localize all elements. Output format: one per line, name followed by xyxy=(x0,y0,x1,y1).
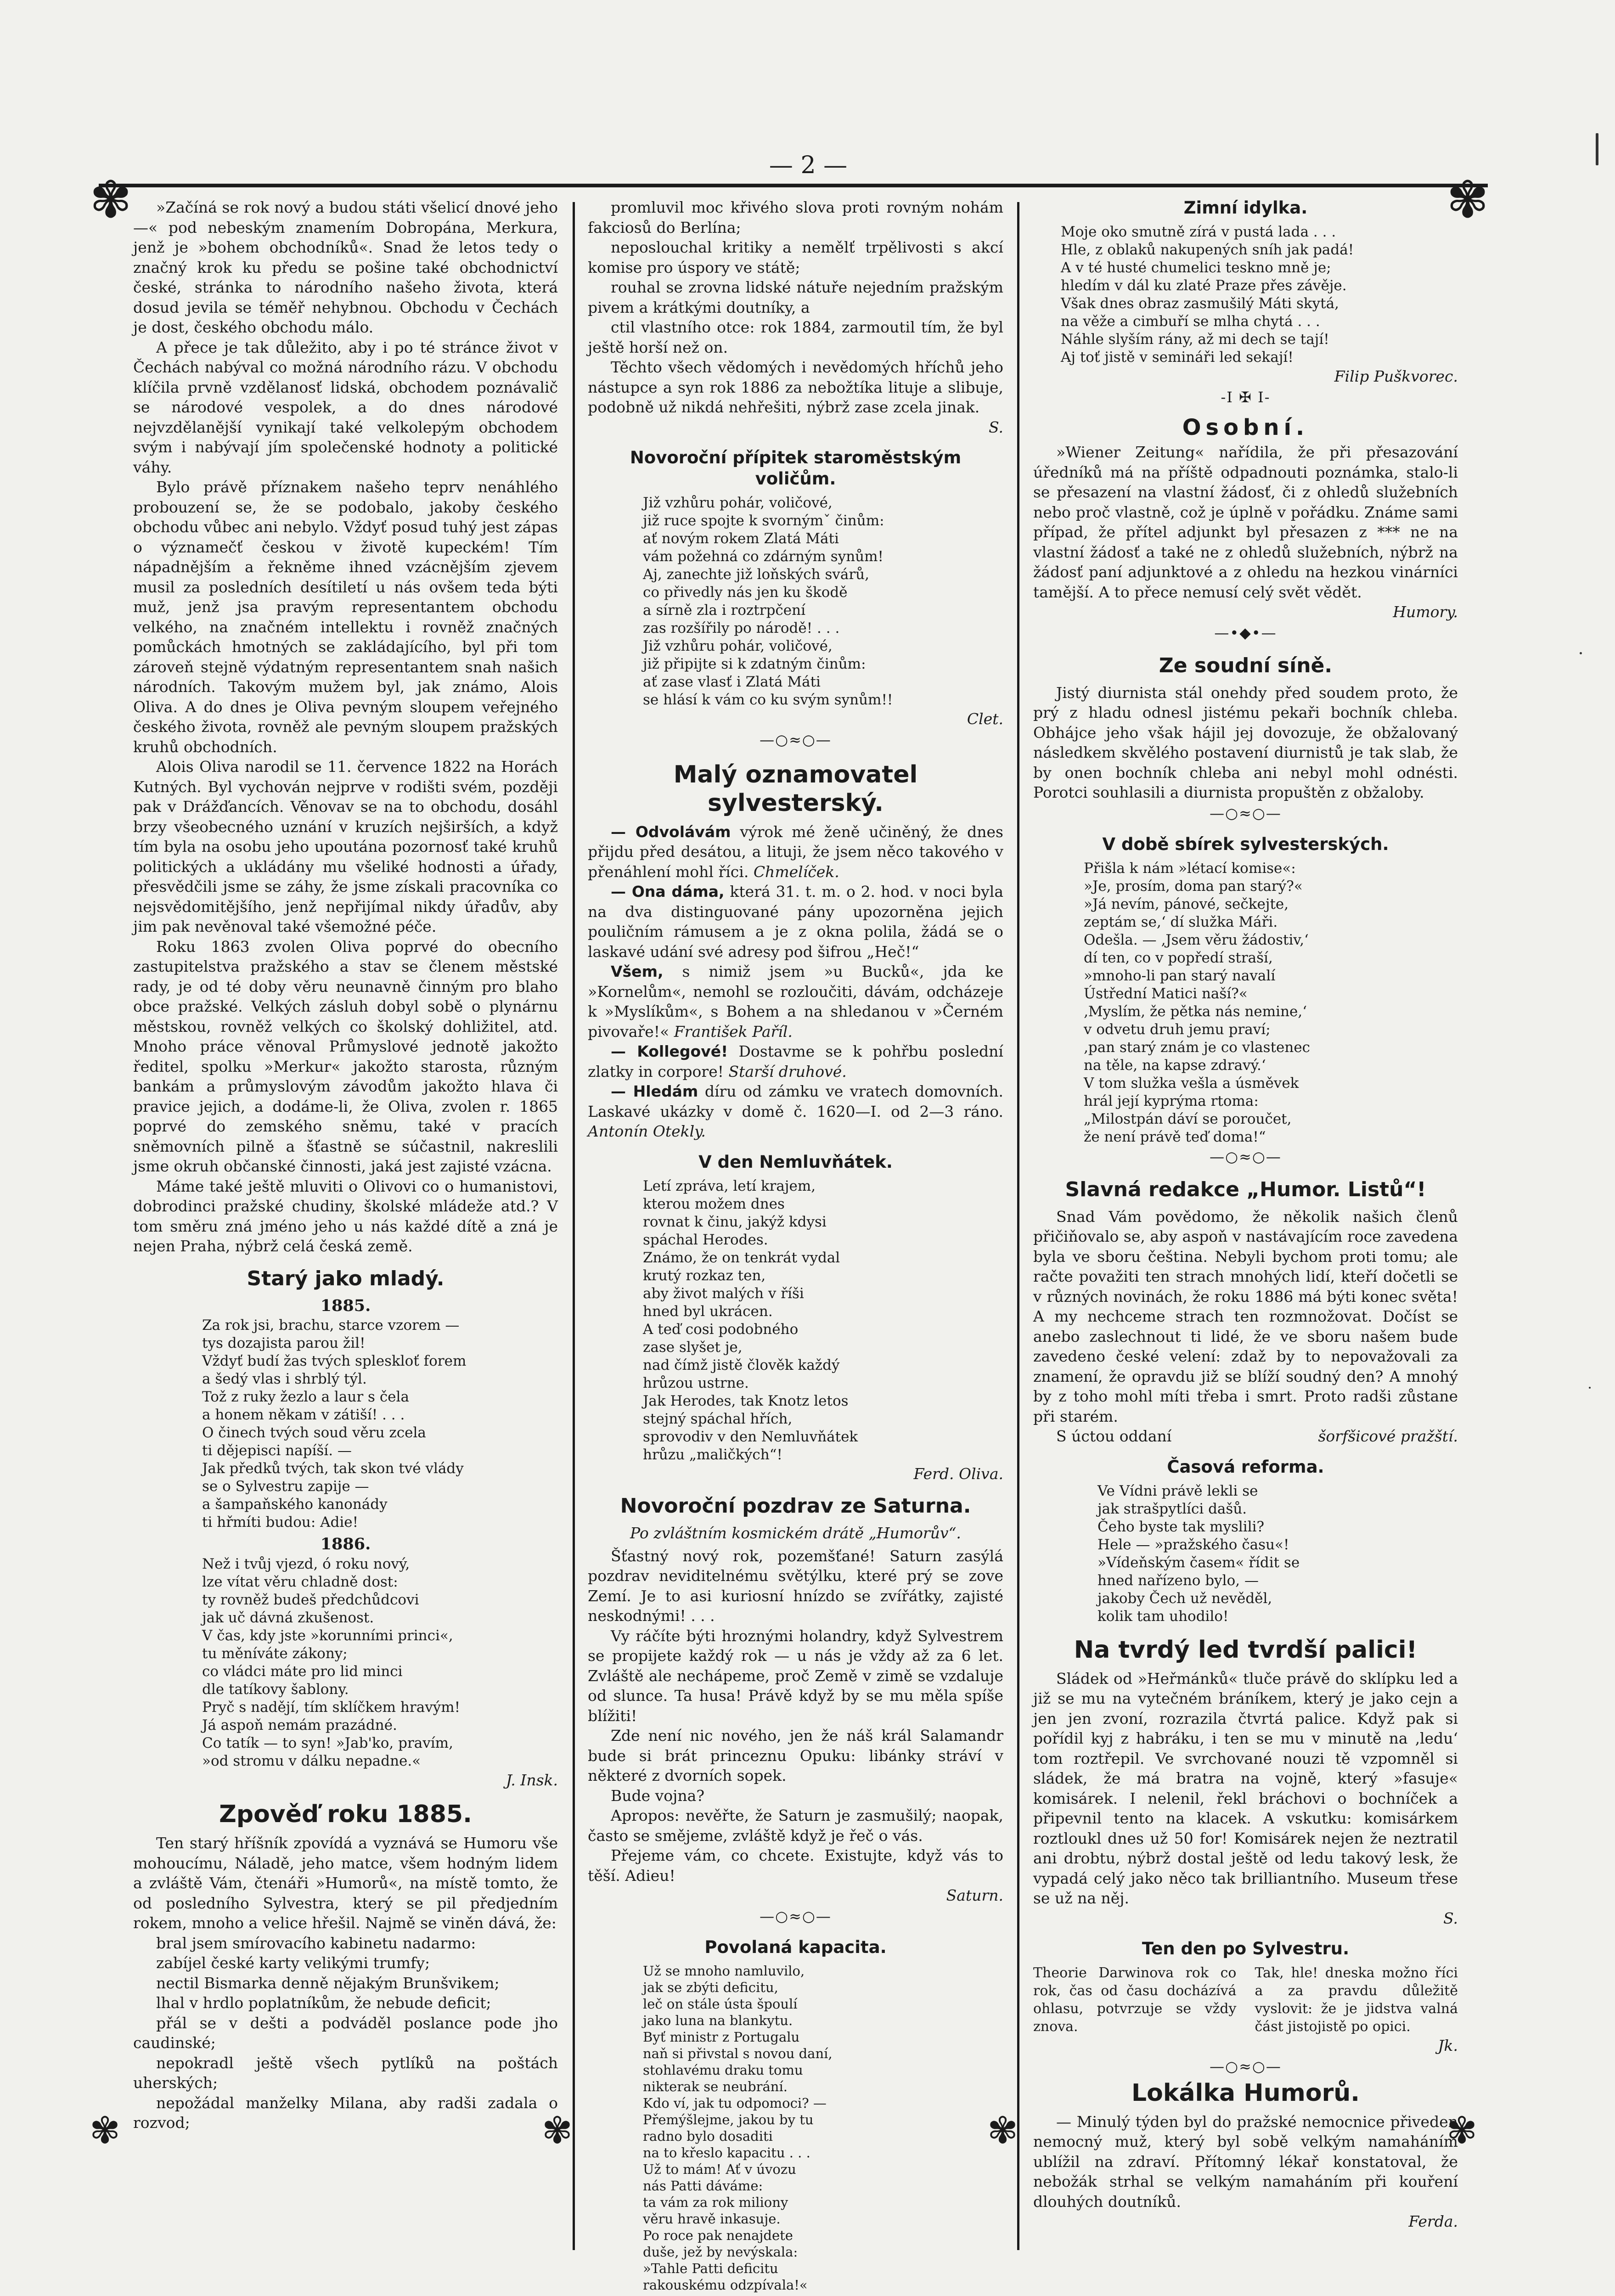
poem-line: A v té husté chumelici teskno mně je; xyxy=(1061,259,1331,276)
poem-line: radno bylo dosaditi xyxy=(643,2128,773,2144)
poem-line: »Já nevím, pánové, sečkejte, xyxy=(1084,895,1289,912)
poem-stanza xyxy=(133,1317,558,1531)
poem-line: ať zase vlasť i Zlatá Máti xyxy=(643,674,821,690)
header-rule xyxy=(99,184,1488,187)
signature: Filip Puškvorec. xyxy=(1334,367,1458,385)
poem-line: Už se mnoho namluvilo, xyxy=(643,1963,805,1979)
poem-line: Moje oko smutně zírá v pustá lada . . . xyxy=(1061,224,1336,240)
poem-line: věru hravě inkasuje. xyxy=(643,2211,781,2227)
poem-line: co přivedly nás jen ku škodě xyxy=(643,584,848,601)
poem-line: Hle, z oblaků nakupených sníh jak padá! xyxy=(1061,242,1354,258)
poem-line: a šampaňského kanonády xyxy=(202,1496,388,1513)
poem-line: jak strašpytlíci dašů. xyxy=(1097,1500,1247,1517)
corner-ornament-left: ✾ xyxy=(90,170,132,229)
paragraph: — Minulý týden byl do pražské nemocnice přiveden nemocný muž, který byl sobě velkým namaháním ublížil na zdraví. Přítomný lékař konstatoval, že nebožák strhal se velkým namaháním při kouření dlouhých doutníků. xyxy=(1033,2112,1458,2211)
poem-line: Po roce pak nenajdete xyxy=(643,2227,793,2243)
poem-line: duše, jež by nevýskala: xyxy=(643,2244,798,2260)
poem-line: aby život malých v říši xyxy=(643,1285,804,1302)
separator-ornament: —○≈○— xyxy=(1210,1148,1282,1165)
separator-ornament: —○≈○— xyxy=(760,1907,832,1925)
poem-line: Známo, že on tenkrát vydal xyxy=(643,1249,840,1266)
column-rule-1 xyxy=(573,202,575,2250)
poem-line: Vždyť budí žas tvých spleskloť forem xyxy=(202,1353,467,1369)
paragraph: přál se v dešti a podváděl poslance pode jho caudinské; xyxy=(133,2014,558,2052)
poem-line: jakoby Čech už nevěděl, xyxy=(1097,1590,1272,1607)
article-title: Slavná redakce „Humor. Listů“! xyxy=(1065,1177,1426,1201)
paragraph: Snad Vám povědomo, že několik našich členů přičiňovalo se, aby aspoň v nastávajícím roce zavedena byla ve sboru čeština. Nebyli bychom proti tomu; ale račte považiti ten strach mnohých lidí, kteří dočetli se v různých novinách, že roku 1886 má býti konec světa! A my nechceme strach ten rozmnožovat. Dočíst se anebo zaslechnout ti lidé, že ve sboru našem bude zavedeno české velení: zdaž by to nepovažovali za znamení, že opravdu již se blíží soudný den? A mnohý by z toho mohl míti třeba i smrt. Proto radši zůstane při starém. xyxy=(1033,1207,1458,1425)
separator-ornament: -I ✠ I- xyxy=(1221,388,1271,406)
poem xyxy=(588,494,1003,709)
signature: S. xyxy=(1443,1909,1458,1927)
poem-line: Letí zpráva, letí krajem, xyxy=(643,1177,816,1194)
poem-line: stejný spáchal hřích, xyxy=(643,1410,793,1427)
poem-line: Než i tvůj vjezd, ó roku nový, xyxy=(202,1555,410,1572)
poem-line: rakouskému odzpívala!« xyxy=(643,2277,808,2293)
poem-line: »Tahle Patti deficitu xyxy=(643,2260,778,2276)
poem-line: Pryč s nadějí, tím sklíčkem hravým! xyxy=(202,1699,461,1716)
poem-line: hrůzou ustrne. xyxy=(643,1374,749,1391)
poem-line: »mnoho-li pan starý navalí xyxy=(1084,967,1276,984)
poem-line: rovnat k činu, jakýž kdysi xyxy=(643,1213,827,1230)
article-subtitle: Po zvláštním kosmickém drátě „Humorův“. xyxy=(630,1524,961,1542)
poem-line: dí ten, co v popředí straší, xyxy=(1084,949,1273,966)
ad-text: výrok mé ženě učiněný, že dnes přijdu před desátou, a lituji, že jsem něco takového v přenáhlení mohl říci. xyxy=(588,822,1003,881)
paragraph: Apropos: nevěřte, že Saturn je zasmušilý; naopak, často se smějeme, zvláště když je řeč o vás. xyxy=(588,1806,1003,1845)
poem-line: krutý rozkaz ten, xyxy=(643,1267,766,1284)
article-title: Novoroční pozdrav ze Saturna. xyxy=(620,1494,971,1518)
scan-mark xyxy=(1596,133,1598,165)
poem xyxy=(1033,223,1458,366)
poem-line: ty rovněž budeš předchůdcovi xyxy=(202,1591,419,1608)
poem-line: „Milostpán dáví se poroučet, xyxy=(1084,1110,1292,1127)
poem-line: Přemýšlejme, jakou by tu xyxy=(643,2111,814,2127)
signature: J. Insk. xyxy=(506,1771,558,1789)
separator-ornament: —○≈○— xyxy=(1210,804,1282,822)
poem-line: ‚pan starý znám je co vlastenec xyxy=(1084,1039,1311,1056)
ad-lead: — Odvolávám xyxy=(611,822,731,841)
poem-line: zase slyšet je, xyxy=(643,1339,743,1356)
poem-line: kterou možem dnes xyxy=(643,1195,785,1212)
paragraph: Bude vojna? xyxy=(611,1786,705,1805)
poem-line: Hele — »pražského času«! xyxy=(1097,1536,1289,1553)
poem-line: zas rozšířily po národě! . . . xyxy=(643,620,840,636)
separator-ornament: —○≈○— xyxy=(760,731,832,748)
bottom-ornament-right: ✾ xyxy=(1446,2109,1478,2152)
signature: Saturn. xyxy=(946,1886,1003,1904)
ad-lead: Všem, xyxy=(611,962,664,980)
article-title: Časová reforma. xyxy=(1167,1457,1324,1477)
poem-year: 1885. xyxy=(320,1296,371,1315)
poem-line: A teď cosi podobného xyxy=(643,1321,799,1338)
poem-line: co vládci máte pro lid minci xyxy=(202,1663,403,1680)
poem-line: se hlásí k vám co ku svým synům!! xyxy=(643,692,893,708)
poem-line: Tož z ruky žezlo a laur s čela xyxy=(202,1389,409,1405)
poem-line: ta vám za rok miliony xyxy=(643,2194,788,2210)
poem-line: hned nařízeno bylo, — xyxy=(1097,1572,1259,1589)
ad-text: Dostavme se k pohřbu poslední zlatky in corpore! xyxy=(588,1042,1003,1080)
poem-line: se o Sylvestru zapije — xyxy=(202,1478,369,1495)
poem-line: Aj toť jistě v semináři led sekají! xyxy=(1061,349,1294,366)
poem-year: 1886. xyxy=(320,1535,371,1553)
poem-line: ať novým rokem Zlatá Máti xyxy=(643,530,839,547)
poem-line: již připijte si k zdatným činům: xyxy=(643,656,866,672)
poem-line: Již vzhůru pohár, voličové, xyxy=(643,495,833,511)
paragraph: rouhal se zrovna lidské nátuře nejedním pražským pivem a krátkými doutníky, a xyxy=(588,278,1003,316)
page-number: — 2 — xyxy=(769,152,848,179)
signature: Clet. xyxy=(967,710,1003,728)
column-3 xyxy=(1033,197,1458,2232)
ad-signature: Chmelíček. xyxy=(753,862,839,881)
poem-line: zeptám se,‘ dí služka Máři. xyxy=(1084,913,1278,930)
paragraph: promluvil moc křivého slova proti rovným nohám fakciosů do Berlína; xyxy=(588,198,1003,236)
paragraph: nectil Bismarka denně nějakým Brunšvikem; xyxy=(156,1974,500,1992)
separator-ornament: —•◆•— xyxy=(1214,624,1277,642)
poem-line: již ruce spojte k svornýmˇ činům: xyxy=(643,512,884,529)
signature: šorfšicové pražští. xyxy=(1318,1427,1458,1445)
bottom-ornament-mid2: ✾ xyxy=(987,2109,1019,2152)
ad-text: díru od zámku ve vratech domovních. Laskavé ukázky v domě č. 1620—I. od 2—3 ráno. xyxy=(588,1082,1003,1120)
bottom-ornament-mid1: ✾ xyxy=(542,2109,573,2152)
verse-right: Tak, hle! dneska možno říci a za pravdu důležitě vyslovit: že je jidstva valná část jistojistě po opici. xyxy=(1255,1965,1458,2035)
poem-line: na to křeslo kapacitu . . . xyxy=(643,2144,810,2161)
column-rule-2 xyxy=(1017,202,1019,2250)
poem xyxy=(588,1177,1003,1464)
poem-line: Ústřední Matici naší?« xyxy=(1084,985,1248,1002)
poem-line: Náhle slyším rány, až mi dech se tají! xyxy=(1061,331,1329,348)
poem-line: jako luna na blankytu. xyxy=(643,2012,793,2028)
paragraph: nepokradl ještě všech pytlíků na poštách uherských; xyxy=(133,2054,558,2092)
bottom-ornament-left: ✾ xyxy=(90,2109,121,2152)
poem-line: hned byl ukrácen. xyxy=(643,1303,773,1320)
poem-line: jak se zbýti deficitu, xyxy=(643,1979,778,1995)
poem-line: V tom služka vešla a úsměvek xyxy=(1084,1075,1299,1092)
poem-line: V čas, kdy jste »korunními princi«, xyxy=(202,1627,453,1644)
poem-line: na těle, na kapse zdravý.‘ xyxy=(1084,1057,1266,1074)
poem-line: a šedý vlas i shrblý týl. xyxy=(202,1371,367,1387)
poem-line: v odvetu druh jemu praví; xyxy=(1084,1021,1271,1038)
poem-line: ‚Myslím, že pětka nás nemine,‘ xyxy=(1084,1003,1307,1020)
poem-line: spáchal Herodes. xyxy=(643,1231,768,1248)
paragraph: lhal v hrdlo poplatníkům, že nebude deficit; xyxy=(156,1994,491,2012)
article-title: Povolaná kapacita. xyxy=(704,1937,887,1957)
poem-line: Byť ministr z Portugalu xyxy=(643,2029,800,2045)
paragraph: »Začíná se rok nový a budou státi všelicí dnové jeho —« pod nebeským znamením Dobropána, Merkura, jenž je »bohem obchodníků«. Snad že letos tedy o značný krok ku předu se pošine také obchodnictví české, stránka to národního našeho života, která dosud jevila se téměř nehybnou. Obchodu v Čechách je dost, českého obchodu málo. xyxy=(133,198,558,336)
paragraph: nepožádal manželky Milana, aby radši zadala o rozvod; xyxy=(133,2093,558,2132)
poem-line: Aj, zanechte již loňských svárů, xyxy=(643,566,870,583)
poem-line: že není právě teď doma!“ xyxy=(1084,1128,1266,1145)
poem-line: Přišla k nám »létací komise«: xyxy=(1084,860,1296,877)
classified-ad xyxy=(588,882,1003,962)
poem-line: a honem někam v zátiší! . . . xyxy=(202,1407,405,1423)
signature: Humory. xyxy=(1393,603,1458,621)
classified-ad xyxy=(588,822,1003,882)
article-title: Novoroční přípitek staroměstským voličům. xyxy=(630,448,962,489)
paragraph: Ten starý hříšník zpovídá a vyznává se Humoru vše mohoucímu, Náladě, jeho matce, všem hodným lidem a zvláště Vám, čtenáři »Humorů«, na místě tomto, že od posledního Sylvestra, který se pil předjedním rokem, mnoho a velice hřešil. Najmě se viněn dává, že: xyxy=(133,1834,558,1932)
poem-line: Za rok jsi, brachu, starce vzorem — xyxy=(202,1317,460,1334)
article-title: Zimní idylka. xyxy=(1183,198,1308,218)
poem-title: Starý jako mladý. xyxy=(247,1266,445,1290)
classified-ad xyxy=(588,1041,1003,1081)
closing-line xyxy=(1033,1426,1458,1446)
classified-ad xyxy=(588,1081,1003,1142)
poem-line: »Vídeňským časem« řídit se xyxy=(1097,1554,1300,1571)
article-title: V době sbírek sylvesterských. xyxy=(1102,834,1389,854)
paragraph: Těchto všech vědomých i nevědomých hříchů jeho nástupce a syn rok 1886 za nebožtíka lituje a slibuje, podobně už nikdá nehřešiti, nýbrž zase zcela jinak. xyxy=(588,358,1003,416)
paragraph: Šťastný nový rok, pozemšťané! Saturn zasýlá pozdrav neviditelnému světýlku, které prý se zove Zemí. Je to asi kuriosní hnízdo se zvířátky, zajisté neskodnými! . . . xyxy=(588,1547,1003,1625)
article-title: Lokálka Humorů. xyxy=(1131,2079,1360,2107)
poem-line: Jak předků tvých, tak skon tvé vlády xyxy=(202,1460,464,1477)
paragraph: Bylo právě příznakem našeho teprv nenáhlého probouzení se, že se podobalo, jakoby českého obchodu vůbec ani nebylo. Vždyť posud tuhý jest zápas o významečť českou v životě kupeckém! Tím nápadnějším a řekněme ihned vzácnějším zjevem musil za posledních desítiletí u nás ovšem teda býti muž, jenž jsa pravým representantem obchodu velkého, na značném intellektu i rovněž značných pomůckách hmotných se zakládajícího, byl při tom zároveň stejně výdatným representantem snah našich národních. Takovým mužem byl, jak známo, Alois Oliva. A do dnes je Oliva pevným sloupem veřejného českého života, rovněž ale pevným sloupem pražských kruhů obchodních. xyxy=(133,478,558,756)
poem-line: Jak Herodes, tak Knotz letos xyxy=(643,1392,849,1409)
article-title: Zpověď roku 1885. xyxy=(219,1801,472,1828)
poem-line: nás Patti dáváme: xyxy=(643,2178,763,2194)
poem-line: hrál její kyprýma rtoma: xyxy=(1084,1092,1259,1109)
paragraph: »Wiener Zeitung« nařídila, že při přesazování úředníků má na příště odpadnouti poznámka, stalo-li se přesazení na vlastní žádosť, či z ohledů služebních nebo proč vlastně, což je úplně v pořádku. Známe sami případ, že přítel adjunkt byl přesazen z *** ne na vlastní žádosť a také ne z ohledů služebních, nýbrž na žádosť paní adjunktové a z ohledu na hezkou vinárníci tamější. A to přece nemusí celý svět vědět. xyxy=(1033,443,1458,601)
verse-left: Theorie Darwinova rok co rok, čas od času docházívá ohlasu, potvrzuje se vždy znova. xyxy=(1033,1965,1237,2035)
ad-text: která 31. t. m. o 2. hod. v noci byla na dva distinguované pány upozorněna jejich pouličním rámusem a je z okna polila, žádá se o laskavé udání své adresy pod šifrou „Heč!“ xyxy=(588,883,1004,961)
poem-line: Však dnes obraz zasmušilý Máti skytá, xyxy=(1061,295,1339,312)
poem-line: tys dozajista parou žil! xyxy=(202,1335,366,1351)
ad-signature: Antonín Otekly. xyxy=(588,1122,706,1140)
paragraph: bral jsem smírovacího kabinetu nadarmo: xyxy=(156,1934,476,1952)
signature: S. xyxy=(989,418,1003,436)
ad-lead: — Kollegové! xyxy=(611,1042,728,1060)
paragraph: neposlouchal kritiky a nemělť trpělivosti s akcí komise pro úspory ve státě; xyxy=(588,238,1003,276)
paragraph: Zde není nic nového, jen že náš král Salamandr bude si brát princeznu Opuku: libánky stráví v některé z dvorních sopek. xyxy=(588,1727,1003,1784)
corner-ornament-right: ✾ xyxy=(1446,170,1489,229)
column-1 xyxy=(133,197,558,2133)
column-2 xyxy=(588,197,1003,2293)
poem-line: a sírně zla i roztrpčení xyxy=(643,602,806,619)
paragraph: Jistý diurnista stál onehdy před soudem proto, že prý z hladu odnesl jistému pekaři bochník chleba. Obhájce jeho však hájil jej dovozuje, že obžalovaný následkem skvělého postavení diurnistů je tak slab, že by onen bochník chleba ani nebyl mohl odnésti. Porotci souhlasili a diurnista propuštěn z obžaloby. xyxy=(1033,683,1458,801)
poem-stanza xyxy=(133,1555,558,1770)
poem-line: Už to mám! Ať v úvozu xyxy=(643,2161,796,2177)
signature: Ferda. xyxy=(1408,2212,1458,2230)
paragraph: Roku 1863 zvolen Oliva poprvé do obecního zastupitelstva pražského a stav se členem městské rady, je od té doby věru neunavně činným pro blaho obce pražské. Velkých zásluh dobyl sobě o plynárnu městskou, rovněž velkých co školský dohližitel, atd. Mnoho práce věnoval Průmyslové jednotě jakožto ředitel, spolku »Merkur« jakožto starosta, různým bankám a průmyslovým závodům jakožto hlava či pravice jejich, a dodáme-li, že Oliva, zvolen r. 1865 poprvé do zemského sněmu, také v pracích sněmovních pilně a šťastně se súčastnil, nakreslili jsme okruh občanské činnosti, jaká jest zajisté vzácna. xyxy=(133,937,558,1175)
ad-lead: — Hledám xyxy=(611,1082,698,1100)
poem-line: »od stromu v dálku nepadne.« xyxy=(202,1752,421,1769)
oliva-article xyxy=(133,197,558,1256)
poem xyxy=(1033,860,1458,1146)
ad-lead: — Ona dáma, xyxy=(611,883,725,900)
paragraph: Přejeme vám, co chcete. Existujte, když vás to těší. Adieu! xyxy=(588,1846,1003,1885)
article-title: Osobní. xyxy=(1182,414,1309,440)
article-title: Ze soudní síně. xyxy=(1159,653,1333,677)
poem-line: lze vítat věru chladně dost: xyxy=(202,1573,398,1590)
poem-line: Kdo ví, jak tu odpomoci? — xyxy=(643,2095,827,2111)
ad-text: s nimiž jsem »u Bucků«, jda ke »Kornelům«, nemohl se rozloučiti, dávám, odcházeje k »Myslíkům«, s Bohem a na shledanou v »Černém pivovaře!« xyxy=(588,962,1003,1041)
poem-line: hrůzu „maličkých“! xyxy=(643,1446,782,1463)
poem-line: ti hřmíti budou: Adie! xyxy=(202,1514,359,1531)
paragraph: zabíjel české karty velikými trumfy; xyxy=(156,1954,430,1972)
paragraph: Sládek od »Heřmánků« tluče právě do sklípku led a již se mu na vytečném bráníkem, který je jako cejn a jen jen zvoní, rozrazila čtvrtá palice. Když pak si pořídil kyj z habráku, i ten se mu v minutě na ‚ledu‘ tom roztřepil. Ve svrchované nouzi tě vzpomněl si sládek, že má bratra na vojně, který »fasuje« komisárek. I nelenil, řekl bráchovi o bochníček a připevnil tento na klacek. A vskutku: komisárkem roztloukl dnes už 50 for! Komisárek nejen že neztratil ani drobtu, nýbrž dostal ještě od ledu takový lesk, že vypadá celý jako něco tak brilliantního. Museum třese se už na něj. xyxy=(1033,1669,1458,1907)
poem-line: »Je, prosím, doma pan starý?« xyxy=(1084,878,1303,895)
paragraph: A přece je tak důležito, aby i po té stránce život v Čechách nabýval co možná národního rázu. V obchodu klíčila prvně vzdělanosť lidská, obchodem poznávalič se národové vespolek, a do dnes národové nejvzdělanější vynikají také velkolepým obchodem svým i nabývají jím společenské hodnoty a politické váhy. xyxy=(133,338,558,476)
poem-line: hledím v dál ku zlaté Praze přes závěje. xyxy=(1061,277,1347,294)
classified-ad xyxy=(588,962,1003,1041)
poem-line: tu měníváte zákony; xyxy=(202,1645,348,1662)
poem-line: na věže a cimbuří se mlha chytá . . . xyxy=(1061,313,1320,330)
poem-line: Již vzhůru pohár, voličové, xyxy=(643,638,833,654)
poem-line: nad čímž jistě člověk každý xyxy=(643,1356,840,1373)
poem-line: Co tatík — to syn! »Jab'ko, pravím, xyxy=(202,1734,453,1751)
ad-signature: František Paříl. xyxy=(674,1022,793,1041)
poem-line: leč on stále ústa špoulí xyxy=(643,1996,798,2012)
article-title: V den Nemluvňátek. xyxy=(698,1152,893,1172)
closing-text: S úctou oddaní xyxy=(1056,1427,1172,1445)
article-title: Na tvrdý led tvrdší palici! xyxy=(1074,1636,1418,1664)
poem-line: Odešla. — ‚Jsem věru žádostiv,‘ xyxy=(1084,931,1309,948)
scan-speck xyxy=(1580,652,1582,654)
poem-line: Čeho byste tak myslili? xyxy=(1097,1518,1265,1535)
poem xyxy=(588,1963,1003,2293)
poem-line: vám požehná co zdárným synům! xyxy=(643,548,883,565)
ad-signature: Starší druhové. xyxy=(728,1062,847,1080)
poem-line: sprovodiv v den Nemluvňátek xyxy=(643,1428,858,1445)
paragraph: Alois Oliva narodil se 11. července 1822 na Horách Kutných. Byl vychován nejprve v rodišti svém, později pak v Drážďancích. Věnovav se na to obchodu, dosáhl brzy všeobecného uznání v kruzích nejširších, a když tím byla na osobu jeho upoutána pozornosť také kruhů politických a ukládány mu všeliké hodnosti a úřady, přesvědčili jsme se záhy, že jsme získali pracovníka co nejsvědomitějšího, jenž nepřijímal nikdy úřadův, aby jim pak nevěnoval také všemožné péče. xyxy=(133,758,558,935)
poem-line: ti dějepisci napíší. — xyxy=(202,1442,352,1459)
separator-ornament: —○≈○— xyxy=(1210,2057,1282,2075)
signature: Jk. xyxy=(1438,2037,1458,2054)
poem-line: O činech tvých soud věru zcela xyxy=(202,1424,426,1441)
poem-line: stohlavému draku tomu xyxy=(643,2062,803,2078)
paragraph: Vy ráčíte býti hroznými holandry, když Sylvestrem se propijete každý rok — u nás je vždy až za 6 let. Zvláště ale nechápeme, proč Země v zimě se vzdaluje od slunce. Ta husa! Právě když by se mu měla spíše blížiti! xyxy=(588,1626,1003,1725)
poem-line: nikterak se neubrání. xyxy=(643,2078,788,2094)
signature: Ferd. Oliva. xyxy=(913,1464,1003,1483)
paragraph: Máme také ještě mluviti o Olivovi co o humanistovi, dobrodinci pražské chudiny, školské mládeže atd.? V tom směru zná jméno jeho u nás každé dítě a zná je nejen Praha, nýbrž celá česká země. xyxy=(133,1177,558,1255)
two-column-verse xyxy=(1033,1964,1458,2036)
scan-speck xyxy=(1589,1387,1591,1389)
poem-line: dle tatíkovy šablony. xyxy=(202,1681,349,1698)
poem-line: kolik tam uhodilo! xyxy=(1097,1608,1229,1625)
article-title: Ten den po Sylvestru. xyxy=(1142,1939,1350,1958)
poem-line: Já aspoň nemám prazádné. xyxy=(202,1716,397,1733)
poem-line: Ve Vídni právě lekli se xyxy=(1097,1482,1258,1499)
article-title: Malý oznamovatel sylvesterský. xyxy=(673,760,918,817)
poem-line: naň si přivstal s novou daní, xyxy=(643,2045,833,2061)
poem-line: jak uč dávná zkušenost. xyxy=(202,1609,374,1626)
poem xyxy=(1033,1482,1458,1626)
paragraph: ctil vlastního otce: rok 1884, zarmoutil tím, že byl ještě horší než on. xyxy=(588,318,1003,356)
